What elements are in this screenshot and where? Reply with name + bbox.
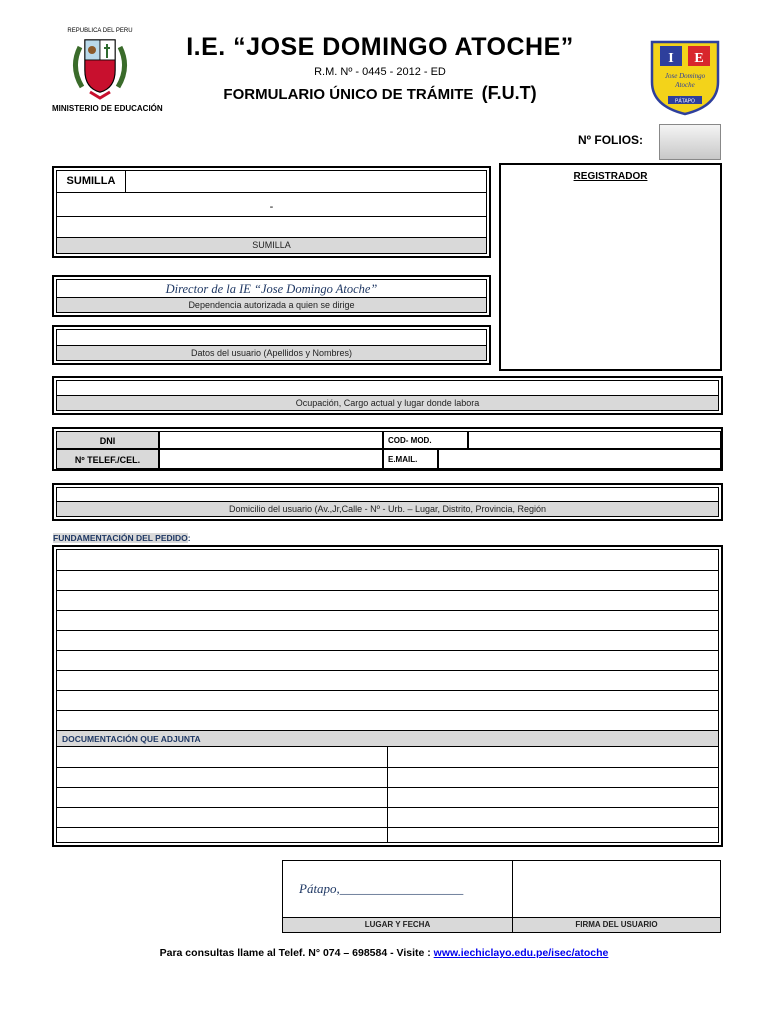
svg-text:Atoche: Atoche	[675, 81, 695, 89]
fundamentacion-line[interactable]	[57, 671, 718, 690]
school-title: I.E. “JOSE DOMINGO ATOCHE”	[186, 33, 574, 61]
ocupacion-caption: Ocupación, Cargo actual y lugar donde labora	[57, 395, 718, 410]
footer	[0, 947, 768, 959]
domicilio-box	[52, 483, 723, 521]
dependencia-value[interactable]: Director de la IE “Jose Domingo Atoche”	[165, 282, 378, 296]
firma-field[interactable]	[513, 861, 720, 917]
seal-text: REPUBLICA DEL PERU	[67, 28, 133, 34]
form-name	[180, 83, 580, 104]
footer-link[interactable]: www.iechiclayo.edu.pe/isec/atoche	[433, 947, 609, 959]
folios-field[interactable]	[659, 124, 721, 160]
emblem-letter-i: I	[668, 51, 674, 66]
codmod-field[interactable]	[468, 431, 721, 449]
telef-field[interactable]	[159, 449, 383, 469]
emblem-banner: PÁTAPO	[675, 98, 695, 105]
fundamentacion-line[interactable]	[57, 651, 718, 670]
contact-box	[52, 427, 723, 471]
dependencia-caption: Dependencia autorizada a quien se dirige	[57, 297, 486, 312]
fundamentacion-line[interactable]	[57, 711, 718, 730]
footer-text: Para consultas llame al Telef. N° 074 – 698584 - Visite :	[159, 947, 434, 959]
documentacion-cell[interactable]	[388, 747, 718, 767]
fundamentacion-colon: :	[187, 533, 191, 543]
resolution-number: R.M. Nº - 0445 - 2012 - ED	[314, 66, 446, 78]
documentacion-cell[interactable]	[57, 768, 387, 787]
domicilio-caption: Domicilio del usuario (Av.,Jr,Calle - Nº - Urb. – Lugar, Distrito, Provincia, Región	[57, 501, 718, 516]
fundamentacion-label-text: FUNDAMENTACIÓN DEL PEDIDO	[53, 533, 188, 543]
fundamentacion-line[interactable]	[57, 591, 718, 610]
documentacion-cell[interactable]	[57, 828, 387, 847]
fundamentacion-label	[53, 533, 191, 543]
sumilla-caption: SUMILLA	[57, 237, 486, 253]
dni-label: DNI	[56, 431, 159, 449]
datos-usuario-caption: Datos del usuario (Apellidos y Nombres)	[57, 345, 486, 360]
email-label: E.MAIL.	[383, 449, 438, 469]
sumilla-field[interactable]	[126, 171, 486, 192]
sumilla-dash: -	[269, 201, 274, 213]
lugar-fecha-value[interactable]: Pátapo,___________________	[299, 881, 464, 896]
form-abbr: (F.U.T)	[481, 83, 537, 103]
fundamentacion-line[interactable]	[57, 611, 718, 630]
emblem-text: Jose Domingo	[664, 72, 706, 80]
lugar-fecha-caption: LUGAR Y FECHA	[283, 917, 512, 932]
sumilla-box	[52, 166, 491, 258]
dependencia-box	[52, 275, 491, 317]
documentacion-cell[interactable]	[388, 788, 718, 807]
sumilla-label: SUMILLA	[57, 171, 126, 192]
datos-usuario-box	[52, 325, 491, 365]
dni-field[interactable]	[159, 431, 383, 449]
emblem-letter-e: E	[694, 51, 704, 66]
form-name-text: FORMULARIO ÚNICO DE TRÁMITE	[223, 86, 474, 103]
documentacion-cell[interactable]	[388, 828, 718, 847]
fundamentacion-line[interactable]	[57, 691, 718, 710]
registrador-box[interactable]	[499, 163, 722, 371]
fundamentacion-box	[52, 545, 723, 847]
documentacion-grid	[57, 747, 718, 842]
fundamentacion-line[interactable]	[57, 571, 718, 590]
ocupacion-box	[52, 376, 723, 415]
telef-label: Nº TELEF./CEL.	[56, 449, 159, 469]
folios-label: Nº FOLIOS:	[578, 133, 644, 147]
registrador-label: REGISTRADOR	[573, 171, 648, 182]
ministry-label: MINISTERIO DE EDUCACIÓN	[52, 104, 163, 113]
codmod-label: COD- MOD.	[383, 431, 468, 449]
school-emblem	[648, 36, 722, 116]
fundamentacion-line[interactable]	[57, 631, 718, 650]
sumilla-inner	[56, 170, 487, 254]
documentacion-cell[interactable]	[57, 808, 387, 827]
firma-caption: FIRMA DEL USUARIO	[513, 917, 720, 932]
documentacion-cell[interactable]	[388, 808, 718, 827]
sumilla-line-1[interactable]	[57, 193, 486, 216]
documentacion-cell[interactable]	[57, 747, 387, 767]
fundamentacion-line[interactable]	[57, 550, 718, 570]
documentacion-cell[interactable]	[388, 768, 718, 787]
signature-box	[282, 860, 721, 933]
documentacion-cell[interactable]	[57, 788, 387, 807]
peru-coat-of-arms	[60, 22, 140, 102]
documentacion-label: DOCUMENTACIÓN QUE ADJUNTA	[57, 730, 718, 747]
email-field[interactable]	[438, 449, 721, 469]
